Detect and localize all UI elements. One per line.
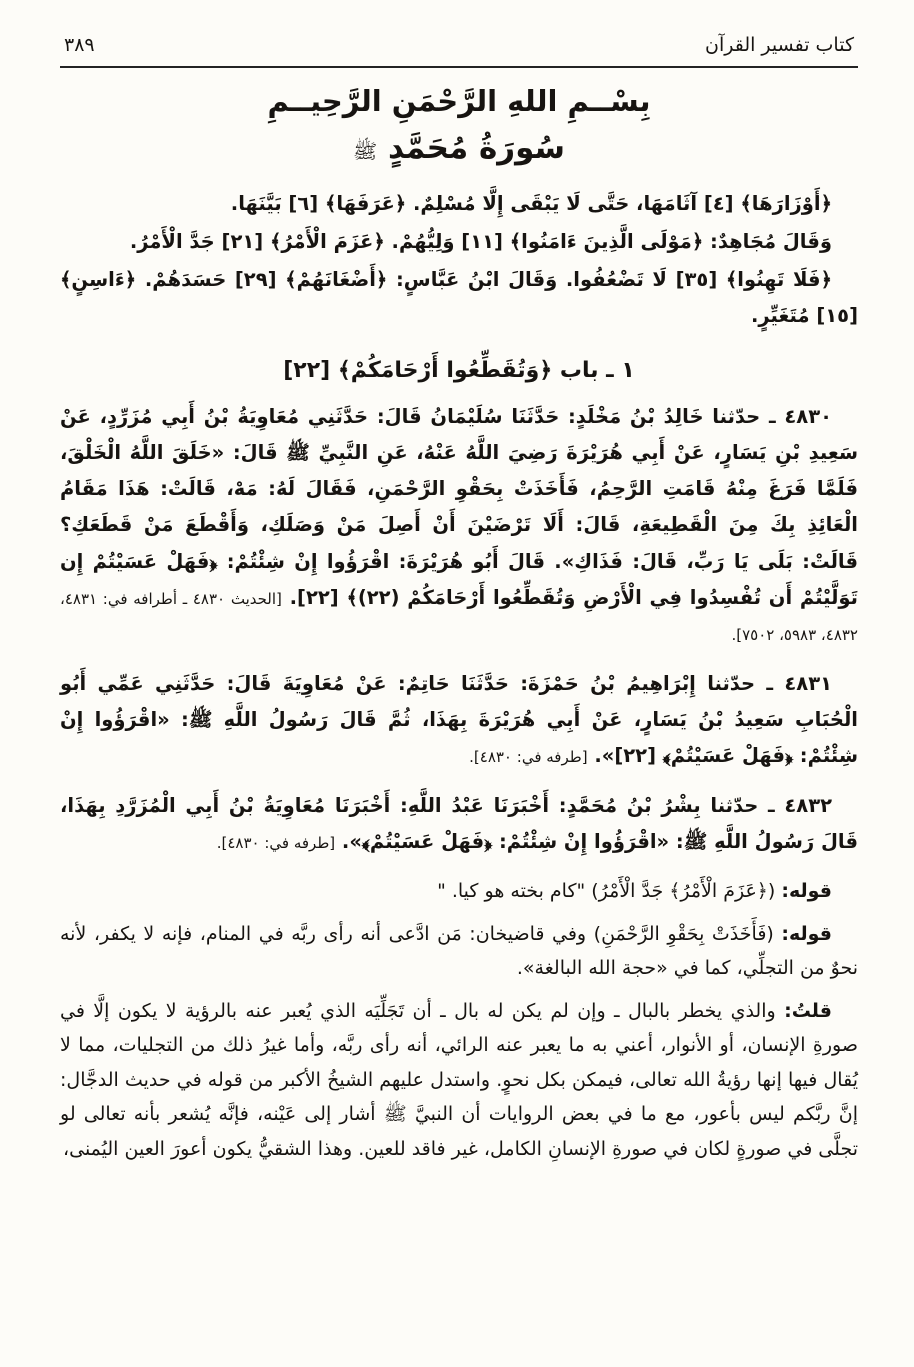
- commentary-text: والذي يخطر بالبال ـ وإن لم يكن له بال ـ أن تَجَلِّيَه الذي يُعبر عنه بالرؤية لا يكون إلَّا في صورةِ الإنسان، أو الأنوار، أعني به ما يعبر عنه الرائي، أنه رأى ربَّه، وأما غيرُ ذلك من التجليات، مما لا يُقال فيها إنها رؤيةُ الله تعالى، فيمكن بكل نحوٍ. واستدل عليهم الشيخُ الأكبر من قوله في حديث الدجَّال: إنَّ ربَّكم ليس بأعور، مع ما في بعض الروايات أن النبيَّ ﷺ أشار إلى عَيْنه، فإنَّه يُشعر بأنه تعالى لو تجلَّى في صورةٍ لكان في صورةِ الإنسانِ الكامل، غير فاقد للعين. وهذا الشقيُّ يكون أعورَ العين اليُمنى،: [60, 999, 858, 1161]
- hadith-text: إِبْرَاهِيمُ بْنُ حَمْزَةَ: حَدَّثَنَا حَاتِمٌ: عَنْ مُعَاوِيَةَ قَالَ: حَدَّثَنِي عَمِّي أَبُو الْحُبَابِ سَعِيدُ بْنُ يَسَارٍ، عَنْ أَبِي هُرَيْرَةَ بِهَذَا، ثُمَّ قَالَ رَسُولُ اللَّهِ ﷺ: «اقْرَؤُوا إِنْ شِئْتُمْ: ﴿فَهَلْ عَسَيْتُمْ﴾ [٢٢]».: [60, 671, 858, 767]
- hadith-cross-reference: [طرفه في: ٤٨٣٠].: [469, 747, 588, 766]
- commentary-lead: قلتُ:: [784, 999, 833, 1022]
- surah-title-text: سُورَةُ مُحَمَّدٍ: [387, 130, 566, 166]
- vocab-gloss-paragraph: وَقَالَ مُجَاهِدٌ: ﴿مَوْلَى الَّذِينَ ءَامَنُوا﴾ [١١] وَلِيُّهُمْ. ﴿عَزَمَ الْأَمْرُ﴾ [٢١] جَدَّ الْأَمْرُ.: [129, 230, 832, 254]
- commentary-lead: قوله:: [781, 880, 832, 902]
- commentary-text: (﴿عَزَمَ الْأَمْرُ﴾ جَدَّ الْأَمْرُ) "كام بخته هو كيا. ": [437, 880, 776, 902]
- header-rule: [60, 66, 858, 68]
- hadith-number-lead: ٤٨٣١ ـ حدّثنا: [707, 671, 833, 695]
- hadith-text: بِشْرُ بْنُ مُحَمَّدٍ: أَخْبَرَنَا عَبْدُ اللَّهِ: أَخْبَرَنَا مُعَاوِيَةُ بْنُ أَبِي الْمُزَرَّدِ بِهَذَا، قَالَ رَسُولُ اللَّهِ ﷺ: «اقْرَؤُوا إِنْ شِئْتُمْ: ﴿فَهَلْ عَسَيْتُمْ﴾».: [60, 793, 858, 853]
- hadith-number-lead: ٤٨٣٢ ـ حدّثنا: [710, 793, 833, 817]
- hadith-4832: [60, 788, 858, 860]
- hadith-cross-reference: [طرفه في: ٤٨٣٠].: [216, 833, 336, 852]
- commentary-lead: قوله:: [781, 922, 832, 945]
- page-number: ٣٨٩: [64, 34, 95, 56]
- commentary-paragraph-qultu: [60, 994, 858, 1167]
- vocab-gloss-paragraph: ﴿فَلَا تَهِنُوا﴾ [٣٥] لَا تَضْعُفُوا. وَقَالَ ابْنُ عَبَّاسٍ: ﴿أَضْغَانَهُمْ﴾ [٢٩] حَسَدَهُمْ. ﴿ءَاسِنٍ﴾ [١٥] مُتَغَيِّرٍ.: [60, 268, 858, 328]
- commentary-paragraph-qawluhu-faakhadhat: [60, 917, 858, 986]
- hadith-number-lead: ٤٨٣٠ ـ حدّثنا: [712, 405, 832, 429]
- hadith-4831: [60, 666, 858, 774]
- salla-allahu-alayhi-wasallam-icon: ﷺ: [352, 139, 378, 163]
- commentary-text: (فَأَخَذَتْ بِحَقْوِ الرَّحْمَنِ) وفي قاضيخان: مَن ادَّعى أنه رأى ربَّه في المنام، فإنه لا يكفر، لأنه نحوٌ من التجلِّي، كما في «حجة الله البالغة».: [60, 922, 858, 980]
- book-section-title: كتاب تفسير القرآن: [705, 34, 854, 56]
- hadith-cross-reference: [الحديث ٤٨٣٠ ـ أطرافه في: ٤٨٣١، ٤٨٣٢، ٥٩٨٣، ٧٥٠٢].: [60, 589, 858, 644]
- bab-chapter-heading: ١ ـ باب ﴿وَتُقَطِّعُوا أَرْحَامَكُمْ﴾ [٢٢]: [283, 358, 635, 384]
- vocab-gloss-paragraph: ﴿أَوْزَارَهَا﴾ [٤] آثَامَهَا، حَتَّى لَا يَبْقَى إِلَّا مُسْلِمٌ. ﴿عَرَفَهَا﴾ [٦] بَيَّنَهَا.: [230, 192, 832, 215]
- basmala-calligraphy: بِسْــمِ اللهِ الرَّحْمَنِ الرَّحِيــمِ: [267, 84, 651, 118]
- hadith-4830: [60, 399, 858, 651]
- surah-title: [60, 130, 858, 168]
- page-header: [60, 34, 858, 66]
- commentary-paragraph-qawluhu-azama: [60, 874, 858, 909]
- hadith-text: خَالِدُ بْنُ مَخْلَدٍ: حَدَّثَنَا سُلَيْمَانُ قَالَ: حَدَّثَنِي مُعَاوِيَةُ بْنُ أَبِي مُزَرِّدٍ، عَنْ سَعِيدِ بْنِ يَسَارٍ، عَنْ أَبِي هُرَيْرَةَ رَضِيَ اللَّهُ عَنْهُ، عَنِ النَّبِيِّ ﷺ قَالَ: «خَلَقَ اللَّهُ الْخَلْقَ، فَلَمَّا فَرَغَ مِنْهُ قَامَتِ الرَّحِمُ، فَأَخَذَتْ بِحَقْوِ الرَّحْمَنِ، فَقَالَ لَهُ: مَهْ، قَالَتْ: هَذَا مَقَامُ الْعَائِذِ بِكَ مِنَ الْقَطِيعَةِ، قَالَ: أَلَا تَرْضَيْنَ أَنْ أَصِلَ مَنْ وَصَلَكِ، وَأَقْطَعَ مَنْ قَطَعَكِ؟ قَالَتْ: بَلَى يَا رَبِّ، قَالَ: فَذَاكِ». قَالَ أَبُو هُرَيْرَةَ: اقْرَؤُوا إِنْ شِئْتُمْ: ﴿فَهَلْ عَسَيْتُمْ إِن تَوَلَّيْتُمْ أَن تُفْسِدُوا فِي الْأَرْضِ وَتُقَطِّعُوا أَرْحَامَكُمْ (٢٢)﴾ [٢٢].: [60, 405, 858, 609]
